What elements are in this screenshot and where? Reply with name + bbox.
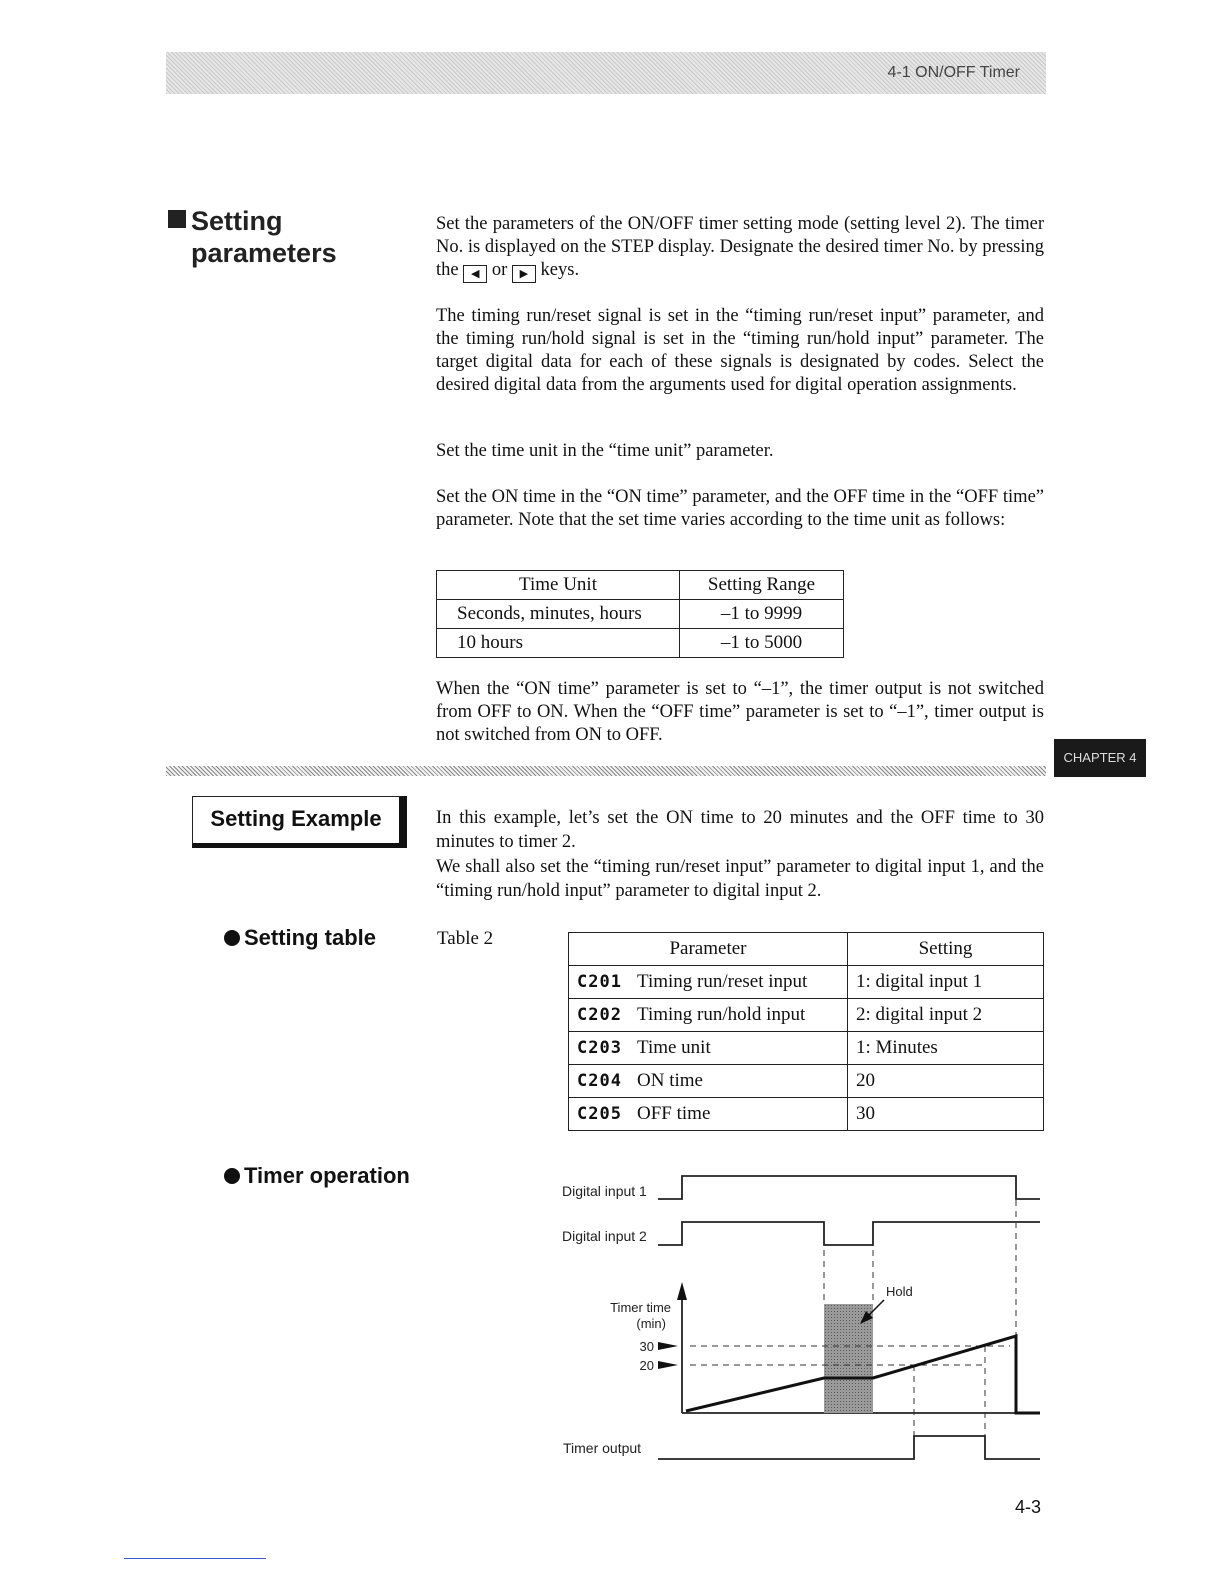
digital-input-1-signal bbox=[658, 1176, 1040, 1199]
parameter-code: C202 bbox=[577, 1005, 622, 1025]
table-header-row: Time Unit Setting Range bbox=[437, 571, 844, 600]
paragraph-example-1: In this example, let’s set the ON time to 20 minutes and the OFF time to 30 minutes to timer 2. bbox=[436, 808, 1044, 852]
paragraph-signals: The timing run/reset signal is set in the “timing run/reset input” parameter, and the timing run/hold signal is set in the “timing run/hold input” parameter. The target digital data for each of these signals is designated by codes. Select the desired digital data from the arguments used for digital operation assignments. bbox=[436, 306, 1044, 395]
table-row: 10 hours –1 to 5000 bbox=[437, 629, 844, 658]
marker-30-icon bbox=[658, 1342, 678, 1350]
label-unit: (min) bbox=[636, 1316, 666, 1331]
label-30: 30 bbox=[639, 1339, 654, 1354]
setting-example-label: Setting Example bbox=[192, 796, 407, 848]
paragraph-intro: Set the parameters of the ON/OFF timer setting mode (setting level 2). The timer No. is displayed on the STEP display. Designate the desired timer No. by pressing the ◀ or ▶ keys. bbox=[436, 213, 1044, 283]
footer-line bbox=[124, 1558, 266, 1559]
label-timer-output: Timer output bbox=[563, 1440, 642, 1456]
chapter-tab: CHAPTER 4 bbox=[1054, 739, 1146, 777]
paragraph-time-unit: Set the time unit in the “time unit” parameter. bbox=[436, 441, 774, 461]
label-20: 20 bbox=[639, 1358, 654, 1373]
paragraph-minus-one: When the “ON time” parameter is set to “–1”, the timer output is not switched from OFF to ON. When the “OFF time” parameter is set to “–1”, timer output is not switched from ON to OFF. bbox=[436, 679, 1044, 745]
timer-operation-heading: Timer operation bbox=[224, 1163, 410, 1189]
table-row: C204 ON time 20 bbox=[569, 1065, 1044, 1098]
timer-output-signal bbox=[658, 1436, 1040, 1459]
axis-arrow-icon bbox=[677, 1282, 687, 1300]
table-row: C203 Time unit 1: Minutes bbox=[569, 1032, 1044, 1065]
paragraph-on-off-time: Set the ON time in the “ON time” parameter, and the OFF time in the “OFF time” parameter. Note that the set time varies according to the time unit as follows: bbox=[436, 487, 1044, 530]
right-arrow-key-icon: ▶ bbox=[512, 265, 536, 283]
label-digital-input-2: Digital input 2 bbox=[562, 1228, 647, 1244]
setting-table-heading: Setting table bbox=[224, 925, 376, 951]
parameter-code: C203 bbox=[577, 1038, 622, 1058]
left-arrow-key-icon: ◀ bbox=[463, 265, 487, 283]
page-number: 4-3 bbox=[1015, 1497, 1042, 1517]
label-timer-time: Timer time bbox=[610, 1300, 671, 1315]
label-digital-input-1: Digital input 1 bbox=[562, 1183, 647, 1199]
digital-input-2-signal bbox=[658, 1222, 1040, 1245]
table-row: C201 Timing run/reset input 1: digital input 1 bbox=[569, 966, 1044, 999]
table-row: Seconds, minutes, hours –1 to 9999 bbox=[437, 600, 844, 629]
parameter-code: C201 bbox=[577, 972, 622, 992]
table-row: C202 Timing run/hold input 2: digital input 2 bbox=[569, 999, 1044, 1032]
paragraph-example-2: We shall also set the “timing run/reset input” parameter to digital input 1, and the “timing run/hold input” parameter to digital input 2. bbox=[436, 857, 1044, 901]
label-hold: Hold bbox=[886, 1284, 913, 1299]
parameter-code: C205 bbox=[577, 1104, 622, 1124]
table-header-row: Parameter Setting bbox=[569, 933, 1044, 966]
setting-parameters-heading: Setting parameters bbox=[168, 206, 337, 268]
table-caption: Table 2 bbox=[437, 928, 494, 949]
parameter-code: C204 bbox=[577, 1071, 622, 1091]
table-row: C205 OFF time 30 bbox=[569, 1098, 1044, 1131]
section-title: 4-1 ON/OFF Timer bbox=[887, 64, 1020, 81]
marker-20-icon bbox=[658, 1361, 678, 1369]
